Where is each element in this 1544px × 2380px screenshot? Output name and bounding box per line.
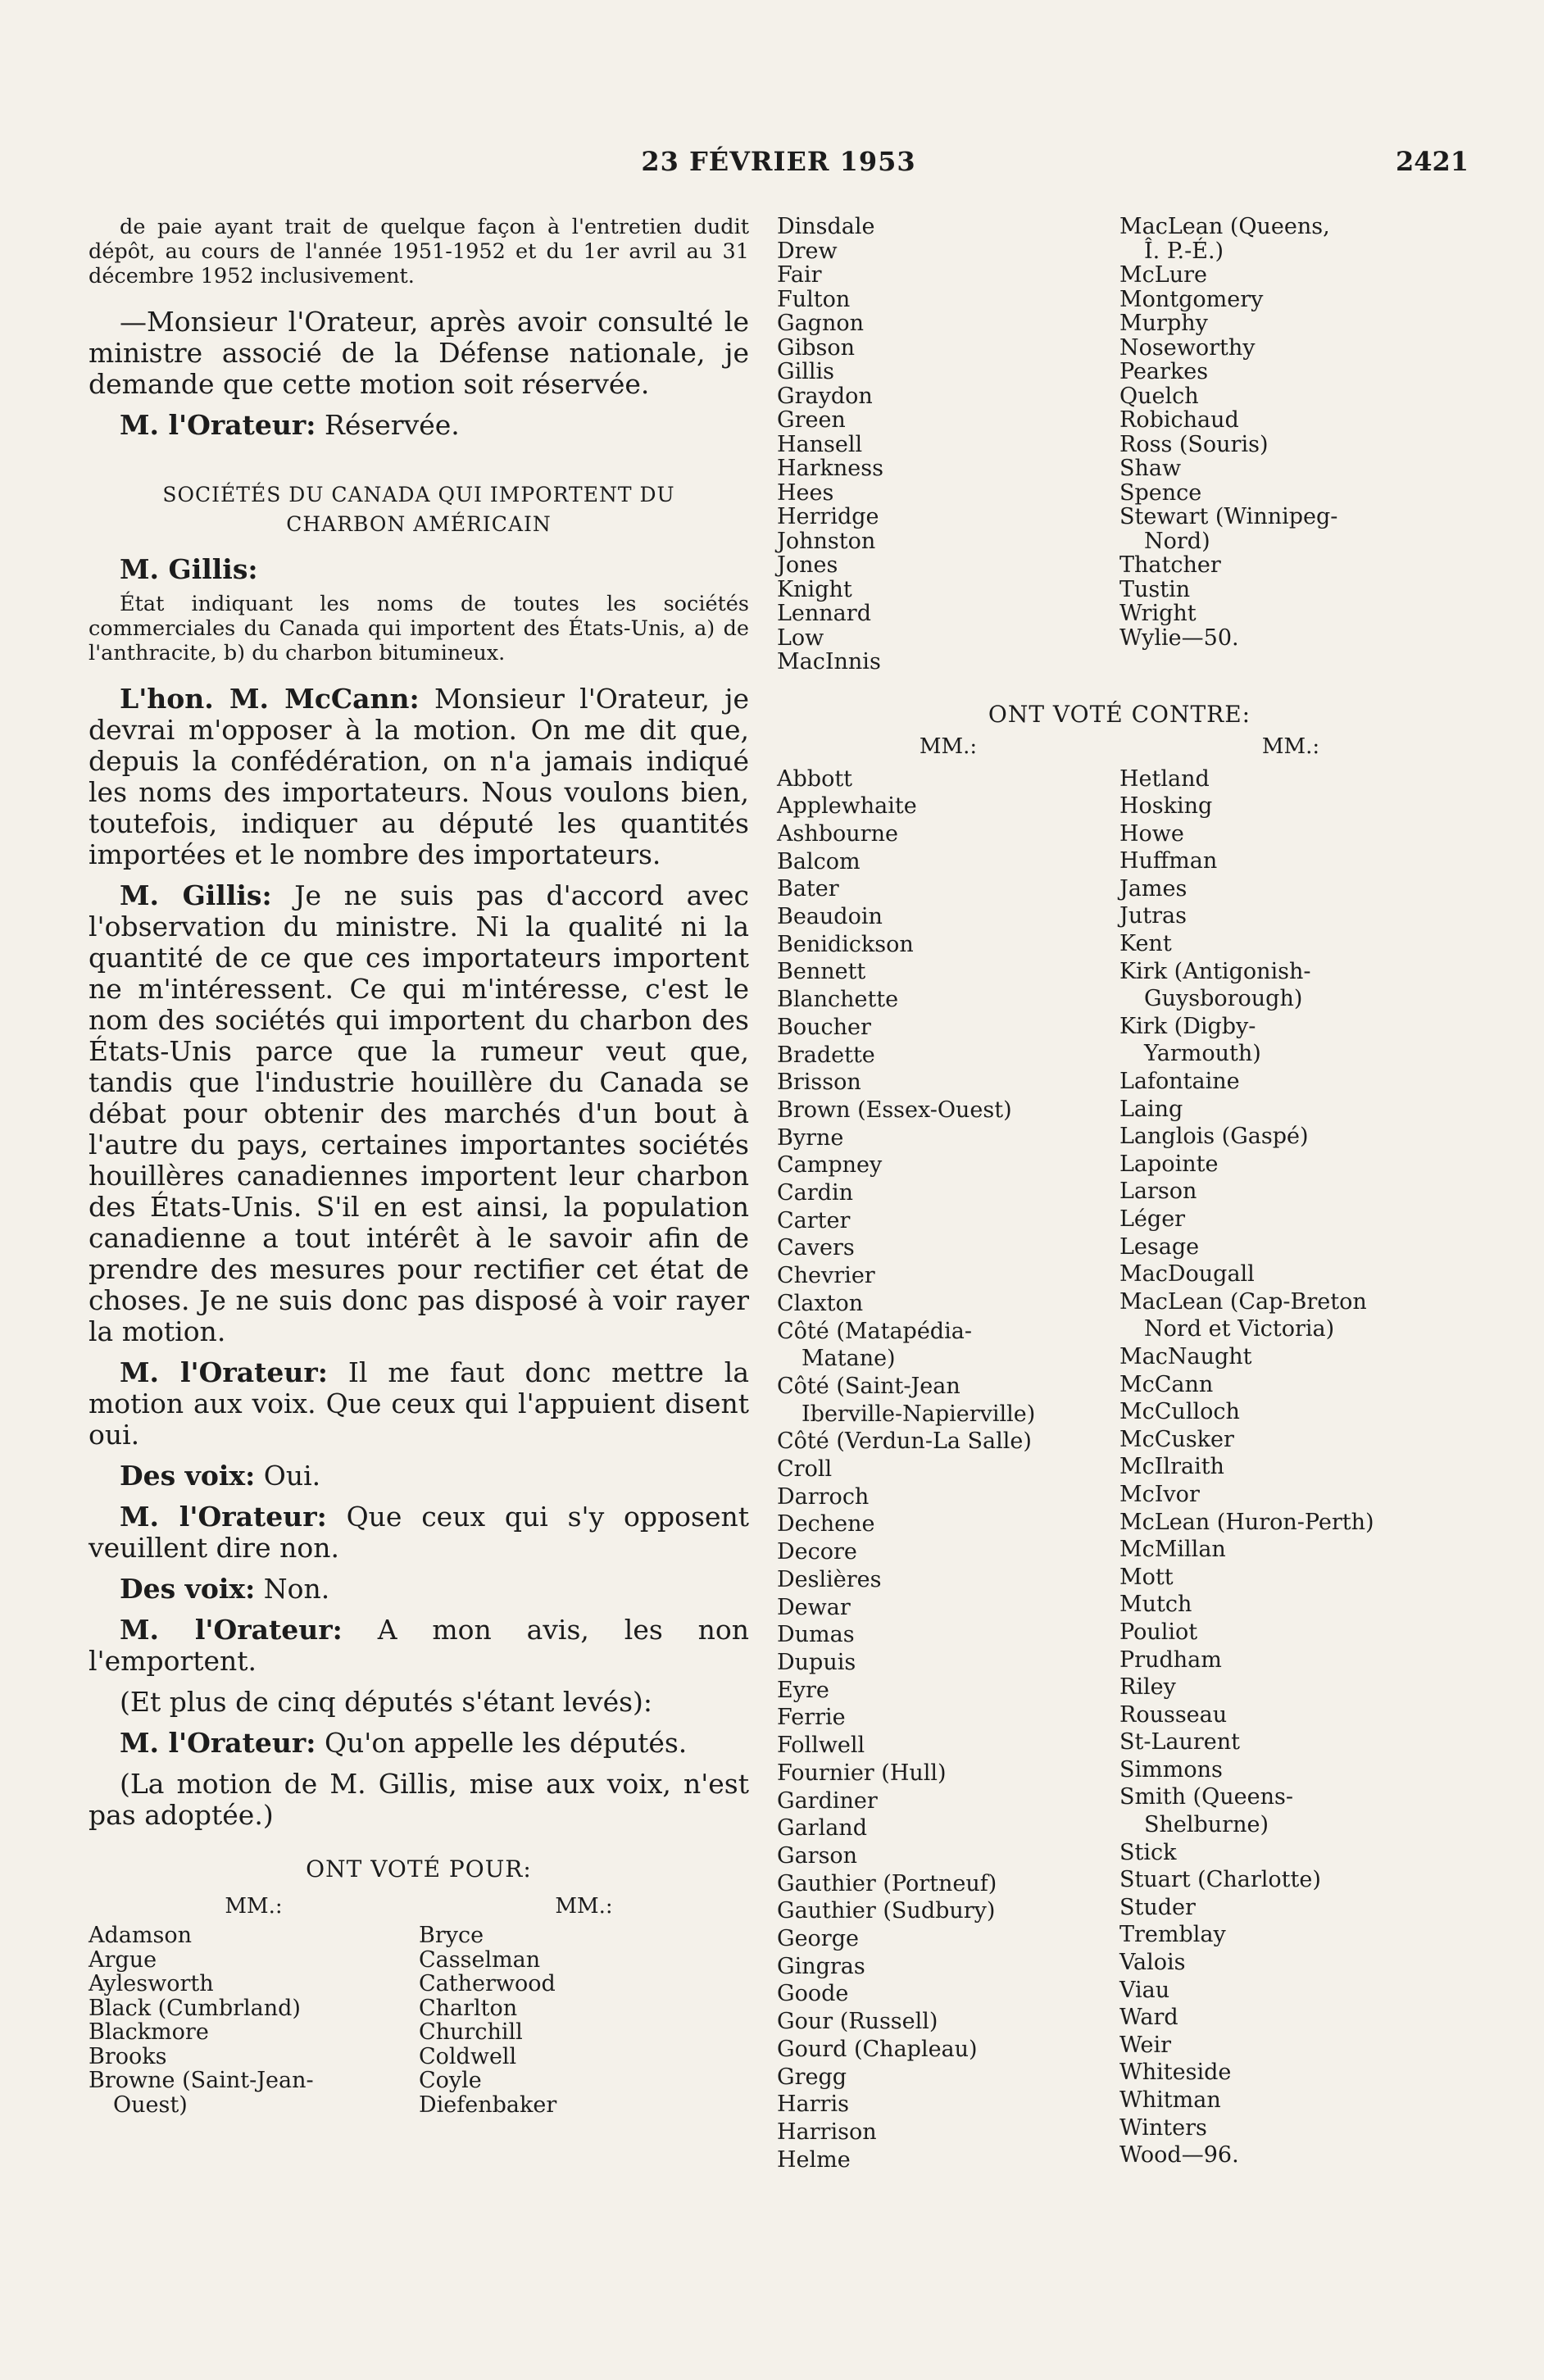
member-name: MacLean (Queens, (1119, 214, 1330, 239)
mm-label: MM.: (225, 1894, 283, 1919)
member-name: Boucher (777, 1014, 871, 1040)
member-name: Carter (777, 1207, 851, 1233)
member-name: Ferrie (777, 1705, 846, 1731)
member-name: Murphy (1119, 311, 1208, 336)
intro-paragraph: de paie ayant trait de quelque façon à l'entretien dudit dépôt, au cours de l'année 1951-1952 et du 1er avril au 31 décembre 1952 inclusivement. (89, 215, 749, 288)
member-name: Î. P.-É.) (1144, 238, 1224, 264)
member-name: Nord et Victoria) (1144, 1316, 1335, 1342)
mm-row (777, 734, 1462, 759)
member-name: Ashbourne (777, 820, 898, 847)
member-name: Mott (1119, 1564, 1174, 1590)
member-name: Gourd (Chapleau) (777, 2036, 978, 2062)
voix-paragraph-1 (89, 1460, 749, 1492)
member-name: Robichaud (1119, 407, 1239, 433)
member-name: Harkness (777, 456, 883, 481)
speech-text: Qu'on appelle les députés. (324, 1727, 688, 1759)
member-name: Lapointe (1119, 1151, 1219, 1177)
member-name: Campney (777, 1152, 883, 1179)
member-name: Gauthier (Sudbury) (777, 1898, 996, 1924)
member-name: Chevrier (777, 1263, 875, 1289)
name-list (777, 215, 1119, 674)
member-name: Fournier (Hull) (777, 1760, 947, 1786)
member-name: Hetland (1119, 765, 1210, 792)
member-name: Huffman (1119, 848, 1218, 874)
member-name: Catherwood (419, 1971, 556, 1996)
member-name: Côté (Saint-Jean (777, 1373, 960, 1399)
member-name: Prudham (1119, 1646, 1222, 1673)
member-name: Tremblay (1119, 1922, 1226, 1948)
member-name: Coyle (419, 2068, 482, 2093)
member-name: Dupuis (777, 1650, 856, 1675)
member-name: Riley (1119, 1674, 1176, 1701)
member-name: McIvor (1119, 1481, 1200, 1507)
member-name: Darroch (777, 1483, 870, 1510)
vote-pour-title: ONT VOTÉ POUR: (306, 1855, 532, 1883)
member-name: Blanchette (777, 987, 899, 1013)
member-name: Brooks (89, 2043, 167, 2069)
member-name: Jutras (1119, 903, 1187, 929)
member-name: Hansell (777, 431, 863, 457)
member-name: MacNaught (1119, 1343, 1252, 1369)
orateur-paragraph-2 (89, 1357, 749, 1451)
member-name: Brisson (777, 1070, 861, 1096)
vote-contre-title: ONT VOTÉ CONTRE: (988, 700, 1251, 728)
gillis-heading: M. Gillis: (120, 553, 258, 585)
member-name: Balcom (777, 848, 861, 874)
member-name: Diefenbaker (419, 2092, 557, 2118)
member-name: Nord) (1144, 528, 1210, 554)
speech-text: Il me faut donc mettre la motion aux voix. Que ceux qui l'appuient disent oui. (89, 1356, 749, 1451)
member-name: Bater (777, 876, 839, 902)
member-name: MacDougall (1119, 1261, 1255, 1288)
name-list (1119, 215, 1462, 674)
member-name: Whitman (1119, 2087, 1221, 2113)
member-name: Harris (777, 2092, 849, 2118)
member-name: Whiteside (1119, 2060, 1232, 2086)
member-name: Dewar (777, 1594, 851, 1620)
page-number: 2421 (1395, 146, 1469, 177)
speaker-label: Des voix: (120, 1573, 256, 1605)
mm-label: MM.: (1261, 734, 1320, 759)
member-name: Fair (777, 262, 822, 288)
name-list (1119, 765, 1462, 2174)
member-name: Brown (Essex-Ouest) (777, 1097, 1012, 1123)
speaker-label: M. l'Orateur: (120, 1727, 316, 1759)
member-name: Wright (1119, 601, 1197, 626)
member-name: Adamson (89, 1923, 192, 1948)
member-name: Garson (777, 1842, 858, 1869)
member-name: Tustin (1119, 576, 1191, 602)
member-name: Léger (1119, 1206, 1186, 1232)
member-name: Jones (777, 552, 838, 578)
member-name: Dechene (777, 1511, 875, 1537)
speaker-label: L'hon. M. McCann: (120, 683, 420, 715)
member-name: Johnston (777, 528, 876, 554)
member-name: Weir (1119, 2032, 1172, 2058)
speech-text: Je ne suis pas d'accord avec l'observation du ministre. Ni la qualité ni la quantité de ce que ces importateurs importent ne m'intéressent. Ce qui m'intéresse, c'est le nom des sociétés qui importent du charbon des États-Unis parce que la rumeur veut que, tandis que l'industrie houillère du Canada se débat pour obtenir des marchés d'un bout à l'autre du pays, certaines importantes sociétés houillères canadiennes importent leur charbon des États-Unis. S'il en est ainsi, la population canadienne a tout intérêt à le savoir afin de prendre des mesures pour rectifier cet état de choses. Je ne suis donc pas disposé à voir rayer la motion. (89, 879, 749, 1347)
member-name: Dinsdale (777, 214, 875, 239)
member-name: Follwell (777, 1733, 865, 1759)
member-name: Benidickson (777, 931, 914, 957)
member-name: Studer (1119, 1894, 1196, 1920)
section-heading-line-2: CHARBON AMÉRICAIN (286, 512, 552, 536)
speech-text: Réservée. (324, 409, 460, 441)
member-name: MacInnis (777, 649, 881, 674)
mccann-paragraph (89, 684, 749, 870)
member-name: Gardiner (777, 1787, 878, 1814)
member-name: Cardin (777, 1180, 853, 1206)
member-name: Abbott (777, 765, 853, 792)
speech-text: A mon avis, les non l'emportent. (89, 1614, 749, 1677)
member-name: Gillis (777, 359, 834, 384)
member-name: McCulloch (1119, 1399, 1240, 1425)
member-name: Lesage (1119, 1233, 1200, 1260)
member-name: Churchill (419, 2019, 523, 2045)
speaker-label: M. l'Orateur: (120, 409, 316, 441)
speech-text: Non. (263, 1573, 330, 1605)
member-name: Bennett (777, 959, 866, 985)
speaker-label: M. Gillis: (120, 879, 272, 911)
member-name: Casselman (419, 1946, 541, 1973)
etat-paragraph: État indiquant les noms de toutes les sociétés commerciales du Canada qui importent des États-Unis, a) de l'anthracite, b) du charbon bitumineux. (89, 592, 749, 665)
speaker-label: M. l'Orateur: (120, 1356, 328, 1388)
member-name: Dumas (777, 1622, 855, 1648)
member-name: Shelburne) (1144, 1812, 1269, 1838)
member-name: Côté (Matapédia- (777, 1318, 972, 1344)
member-name: Argue (89, 1946, 157, 1973)
member-name: Viau (1119, 1977, 1170, 2003)
member-name: Graydon (777, 383, 873, 409)
member-name: Charlton (419, 1995, 518, 2021)
member-name: Herridge (777, 504, 879, 529)
speaker-label: M. l'Orateur: (120, 1614, 343, 1646)
member-name: Garland (777, 1815, 867, 1842)
member-name: Bradette (777, 1042, 875, 1068)
motion-result: (La motion de M. Gillis, mise aux voix, n'est pas adoptée.) (89, 1768, 749, 1831)
member-name: Ross (Souris) (1119, 431, 1269, 457)
member-name: McLure (1119, 262, 1207, 288)
member-name: Eyre (777, 1677, 829, 1703)
header-date: 23 FÉVRIER 1953 (641, 146, 916, 177)
orateur-paragraph-3 (89, 1501, 749, 1564)
member-name: Howe (1119, 820, 1184, 847)
member-name: Quelch (1119, 383, 1199, 409)
member-name: Decore (777, 1539, 857, 1565)
member-name: Harrison (777, 2119, 877, 2145)
member-name: MacLean (Cap-Breton (1119, 1288, 1367, 1315)
member-name: Spence (1119, 479, 1202, 506)
member-name: Mutch (1119, 1592, 1192, 1618)
member-name: James (1119, 875, 1188, 902)
member-name: Côté (Verdun-La Salle) (777, 1428, 1032, 1455)
member-name: Green (777, 407, 846, 433)
name-list (419, 1924, 749, 2117)
speech-text: Oui. (263, 1460, 321, 1492)
orateur-paragraph-4 (89, 1615, 749, 1677)
member-name: Pouliot (1119, 1619, 1198, 1645)
pour-names-right (777, 215, 1462, 674)
member-name: Montgomery (1119, 286, 1264, 312)
member-name: Guysborough) (1144, 986, 1303, 1012)
member-name: Gingras (777, 1953, 865, 1979)
member-name: McCann (1119, 1371, 1214, 1397)
member-name: Iberville-Napierville) (802, 1401, 1036, 1427)
orateur-paragraph-5 (89, 1728, 749, 1759)
member-name: Gregg (777, 2064, 847, 2090)
member-name: Blackmore (89, 2019, 209, 2045)
member-name: Simmons (1119, 1756, 1223, 1783)
member-name: McIlraith (1119, 1454, 1224, 1480)
member-name: Low (777, 625, 824, 651)
member-name: Aylesworth (89, 1971, 214, 1996)
member-name: Gour (Russell) (777, 2009, 938, 2035)
member-name: Wood—96. (1119, 2142, 1239, 2169)
member-name: Wylie—50. (1119, 625, 1239, 651)
member-name: Cavers (777, 1235, 855, 1261)
member-name: Ward (1119, 2005, 1178, 2031)
cinq-deputes: (Et plus de cinq députés s'étant levés): (120, 1686, 653, 1718)
member-name: Winters (1119, 2114, 1207, 2141)
mm-label: MM.: (919, 734, 978, 759)
member-name: Kirk (Digby- (1119, 1013, 1256, 1039)
member-name: Noseworthy (1119, 334, 1256, 361)
gillis-paragraph (89, 880, 749, 1347)
member-name: Gagnon (777, 311, 864, 336)
member-name: Yarmouth) (1144, 1041, 1261, 1067)
member-name: Hees (777, 479, 834, 506)
member-name: Matane) (802, 1346, 896, 1372)
member-name: Beaudoin (777, 904, 883, 930)
member-name: Hosking (1119, 793, 1213, 820)
member-name: Larson (1119, 1179, 1197, 1205)
member-name: Black (Cumbrland) (89, 1995, 301, 2021)
member-name: Valois (1119, 1950, 1186, 1976)
mm-label: MM.: (555, 1894, 613, 1919)
voix-paragraph-2 (89, 1574, 749, 1605)
member-name: Pearkes (1119, 359, 1209, 384)
speaker-label: Des voix: (120, 1460, 256, 1492)
monsieur-paragraph: —Monsieur l'Orateur, après avoir consulté le ministre associé de la Défense nationale, je demande que cette motion soit réservée. (89, 306, 749, 400)
name-list (777, 765, 1119, 2174)
member-name: Browne (Saint-Jean- (89, 2068, 314, 2093)
member-name: Stewart (Winnipeg- (1119, 504, 1338, 529)
member-name: Stick (1119, 1839, 1177, 1865)
member-name: Kent (1119, 931, 1172, 957)
member-name: Gauthier (Portneuf) (777, 1870, 997, 1896)
speech-text: Que ceux qui s'y opposent veuillent dire non. (89, 1501, 749, 1564)
member-name: George (777, 1926, 859, 1952)
right-column (777, 215, 1462, 2173)
orateur-reservee (89, 410, 749, 441)
member-name: Thatcher (1119, 552, 1221, 578)
member-name: Fulton (777, 286, 851, 312)
left-column (89, 215, 749, 2117)
member-name: Knight (777, 576, 852, 602)
member-name: Applewhaite (777, 793, 917, 820)
name-list (89, 1924, 419, 2117)
member-name: Goode (777, 1981, 849, 2007)
member-name: McMillan (1119, 1537, 1226, 1563)
speech-text: Monsieur l'Orateur, je devrai m'opposer à la motion. On me dit que, depuis la confédération, on n'a jamais indiqué les noms des importateurs. Nous voulons bien, toutefois, indiquer au député les quantités importées et le nombre des importateurs. (89, 683, 749, 870)
mm-row (89, 1894, 749, 1919)
member-name: Ouest) (113, 2092, 188, 2118)
member-name: Lennard (777, 601, 871, 626)
section-heading (89, 480, 749, 539)
member-name: Coldwell (419, 2043, 517, 2069)
member-name: Byrne (777, 1124, 844, 1151)
member-name: McLean (Huron-Perth) (1119, 1509, 1374, 1535)
running-head (89, 146, 1469, 179)
member-name: Rousseau (1119, 1701, 1228, 1728)
member-name: Stuart (Charlotte) (1119, 1867, 1321, 1893)
member-name: Kirk (Antigonish- (1119, 958, 1311, 984)
member-name: Langlois (Gaspé) (1119, 1124, 1309, 1150)
member-name: Croll (777, 1456, 833, 1483)
member-name: Bryce (419, 1923, 484, 1948)
member-name: Helme (777, 2146, 851, 2173)
contre-names (777, 765, 1462, 2174)
member-name: St-Laurent (1119, 1729, 1241, 1755)
member-name: Deslières (777, 1566, 882, 1592)
pour-names-left (89, 1924, 749, 2117)
member-name: Claxton (777, 1290, 864, 1316)
member-name: Gibson (777, 334, 855, 361)
speaker-label: M. l'Orateur: (120, 1501, 327, 1533)
member-name: Smith (Queens- (1119, 1784, 1293, 1810)
member-name: Lafontaine (1119, 1069, 1240, 1095)
member-name: Shaw (1119, 456, 1182, 481)
section-heading-line-1: SOCIÉTÉS DU CANADA QUI IMPORTENT DU (162, 483, 675, 506)
member-name: Laing (1119, 1096, 1183, 1122)
member-name: McCusker (1119, 1426, 1234, 1452)
member-name: Drew (777, 238, 838, 264)
